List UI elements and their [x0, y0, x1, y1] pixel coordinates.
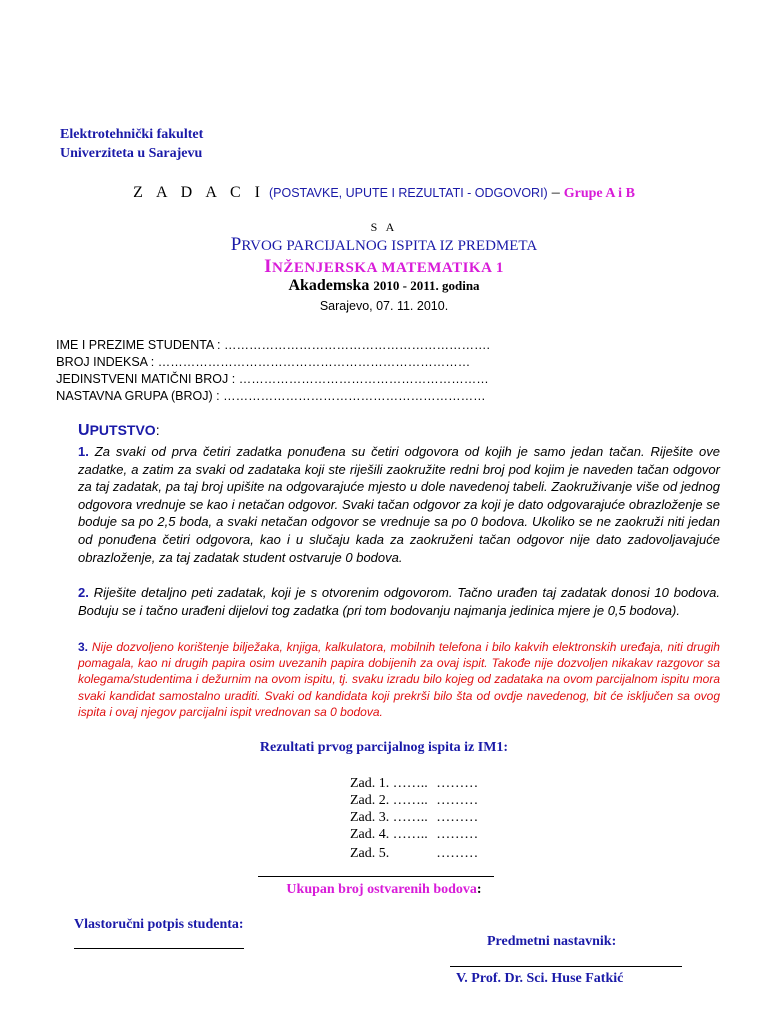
- field-study-group: NASTAVNA GRUPA (BROJ) : ………………………………………………………: [56, 388, 486, 403]
- result-row-2-points[interactable]: ………: [436, 793, 479, 808]
- title-sa: S A: [370, 220, 398, 234]
- instruction-paragraph-3: 3. Nije dozvoljeno korištenje bilježaka, knjiga, kalkulatora, mobilnih telefona i bilo kakvih elektronskih uređaja, niti drugih pomagala, kao ni drugih papira osim uvezanih papira dobijenih za ovaj ispit. Takođe nije dozvoljen nikakav razgovor sa kolegama/studentima i dežurnim na ovom ispitu, tj. svaku izradu bilo kojeg od zadataka na ovom parcijalnom ispitu mora svaki kandidat samostalno uraditi. Svaki od kandidata koji prekrši bilo šta od ovdje navedenog, bit će isključen sa ovog ispita i ovaj njegov parcijalni ispit vrednovan sa 0 bodova.: [78, 640, 720, 719]
- result-row-4-answer[interactable]: ……..: [392, 827, 428, 842]
- academic-year-label: Akademska: [288, 277, 370, 294]
- title-zadaci: Z A D A C I: [133, 184, 265, 201]
- field-student-name-blank[interactable]: ……………………………………………………….: [224, 338, 490, 352]
- result-row-1: Zad. 1. …….. ………: [350, 776, 479, 791]
- result-row-3-points[interactable]: ………: [436, 810, 479, 825]
- field-jmbg: JEDINSTVENI MATIČNI BROJ : ……………………………………………………: [56, 371, 489, 386]
- result-row-1-points[interactable]: ………: [436, 776, 479, 791]
- teacher-label: Predmetni nastavnik:: [487, 934, 617, 949]
- results-heading: Rezultati prvog parcijalnog ispita iz IM1:: [259, 740, 509, 755]
- faculty-name: Elektrotehnički fakultet: [60, 127, 204, 142]
- result-row-3: Zad. 3. …….. ………: [350, 810, 479, 825]
- university-name: Univerziteta u Sarajevu: [60, 146, 203, 161]
- result-row-5: Zad. 5. ………: [350, 846, 479, 861]
- field-student-name: IME I PREZIME STUDENTA : ……………………………………………………….: [56, 337, 490, 352]
- title-groups: Grupe A i B: [563, 186, 635, 201]
- result-row-5-points[interactable]: ………: [436, 846, 479, 861]
- document-title: [0, 184, 768, 202]
- field-index-number-blank[interactable]: …………………………………………………………………: [157, 355, 471, 369]
- academic-year: [0, 277, 768, 295]
- field-jmbg-blank[interactable]: ……………………………………………………: [238, 372, 489, 386]
- exam-subject: [0, 234, 768, 256]
- student-signature-line[interactable]: [74, 948, 244, 949]
- total-points: Ukupan broj ostvarenih bodova:: [286, 882, 482, 897]
- instruction-paragraph-2: 2. Riješite detaljno peti zadatak, koji je s otvorenim odgovorom. Tačno urađen taj zadatak donosi 10 bodova. Boduju se i tačno urađeni dijelovi tog zadatka (pri tom bodovanju najmanja jedinica mjere je 0,5 bodova).: [78, 585, 720, 618]
- result-row-2-answer[interactable]: ……..: [392, 793, 428, 808]
- result-row-4: Zad. 4. …….. ………: [350, 827, 479, 842]
- exam-date: Sarajevo, 07. 11. 2010.: [319, 299, 449, 313]
- result-row-4-points[interactable]: ………: [436, 827, 479, 842]
- course-name-text: NŽENJERSKA MATEMATIKA 1: [272, 260, 504, 276]
- academic-year-value: 2010 - 2011. godina: [373, 278, 480, 293]
- instruction-paragraph-1: 1. Za svaki od prva četiri zadatka ponuđena su četiri odgovora od kojih je samo jedan tačan. Riješite ove zadatke, a zatim za svaki od zadataka koji ste riješili zaokružite redni broj pod kojim je naveden tačan odgovor za taj zadatak, pa taj broj upišite na odgovarajuće mjesto u dole navedenoj tabeli. Zaokruživanje više od jednog odgovora vrednuje se kao i netačan odgovor. Svaki tačan odgovor za koji je dato odgovarajuće obrazloženje se boduje sa po 2,5 boda, a svaki netačan odgovor se vrednuje sa po 0 bodova. Ukoliko se ne zaokruži niti jedan od ponuđena četiri odgovora, kao i u slučaju kada za zaokruženi tačan odgovor nije dato zadovoljavajuće obrazloženje, za taj zadatak student ostvaruje 0 bodova.: [78, 444, 720, 565]
- total-points-label: Ukupan broj ostvarenih bodova: [286, 882, 477, 897]
- exam-subject-initial: P: [230, 234, 242, 255]
- result-row-1-answer[interactable]: ……..: [392, 776, 428, 791]
- field-index-number: BROJ INDEKSA : …………………………………………………………………: [56, 354, 471, 369]
- student-signature-label: Vlastoručni potpis studenta:: [74, 917, 244, 932]
- result-row-2: Zad. 2. …….. ………: [350, 793, 479, 808]
- title-subtitle: (POSTAVKE, UPUTE I REZULTATI - ODGOVORI): [268, 186, 548, 200]
- instructions-heading: UPUTSTVO:: [78, 422, 160, 439]
- course-name-initial: I: [264, 256, 273, 277]
- exam-subject-text: RVOG PARCIJALNOG ISPITA IZ PREDMETA: [241, 238, 538, 254]
- teacher-name: V. Prof. Dr. Sci. Huse Fatkić: [456, 971, 624, 986]
- course-name: [0, 256, 768, 278]
- total-divider-line: [258, 876, 494, 877]
- teacher-signature-line: [450, 966, 682, 967]
- field-study-group-blank[interactable]: ………………………………………………………: [223, 389, 486, 403]
- title-dash: –: [547, 184, 564, 201]
- result-row-3-answer[interactable]: ……..: [392, 810, 428, 825]
